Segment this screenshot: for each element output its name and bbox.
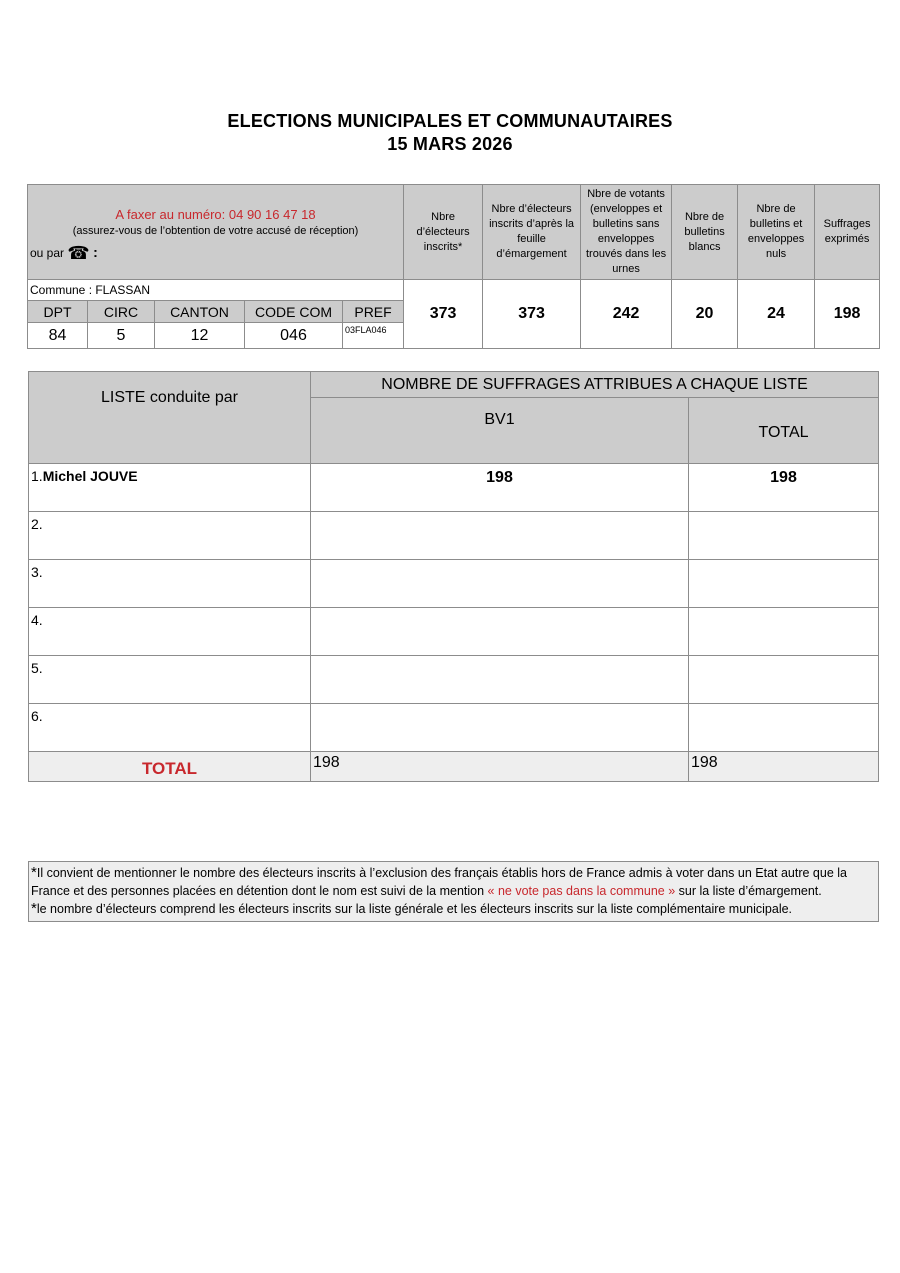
list-number: 5. <box>31 660 43 676</box>
code-com-value: 046 <box>245 323 343 349</box>
dpt-header: DPT <box>28 301 88 323</box>
list-row-5 <box>29 656 879 704</box>
list-name-cell <box>29 608 311 656</box>
list-bv1-value: 198 <box>311 464 689 512</box>
value-votants: 242 <box>581 280 672 349</box>
list-name-cell <box>29 704 311 752</box>
footnote-line-1 <box>31 864 877 900</box>
list-total-value <box>689 704 879 752</box>
pref-value: 03FLA046 <box>343 323 404 349</box>
fax-receipt-note: (assurez-vous de l’obtention de votre accusé de réception) <box>72 225 359 237</box>
fax-instructions-cell <box>28 185 404 280</box>
list-bv1-value <box>311 704 689 752</box>
phone-icon: ☎ <box>67 243 90 263</box>
list-total-value <box>689 656 879 704</box>
list-name-cell <box>29 560 311 608</box>
bv1-header: BV1 <box>311 398 689 464</box>
list-bv1-value <box>311 560 689 608</box>
total-row <box>29 752 879 782</box>
list-row-2 <box>29 512 879 560</box>
value-blancs: 20 <box>672 280 738 349</box>
col-header-votants: Nbre de votants (enveloppes et bulletins sans enveloppes trouvés dans les urnes <box>581 185 672 280</box>
footnote-text-1b: sur la liste d’émargement. <box>675 884 822 898</box>
canton-value: 12 <box>155 323 245 349</box>
list-total-value: 198 <box>689 464 879 512</box>
col-header-blancs: Nbre de bulletins blancs <box>672 185 738 280</box>
col-header-inscrits: Nbre d’électeurs inscrits* <box>404 185 483 280</box>
list-number: 2. <box>31 516 43 532</box>
list-bv1-value <box>311 608 689 656</box>
page-title <box>0 110 900 156</box>
list-row-4 <box>29 608 879 656</box>
value-inscrits: 373 <box>404 280 483 349</box>
value-nuls: 24 <box>738 280 815 349</box>
ou-par-label: ou par <box>30 246 65 260</box>
pref-header: PREF <box>343 301 404 323</box>
asterisk-1: * <box>31 864 37 881</box>
dpt-value: 84 <box>28 323 88 349</box>
list-row-3 <box>29 560 879 608</box>
value-inscrits-feuille: 373 <box>483 280 581 349</box>
liste-header: LISTE conduite par <box>29 372 311 464</box>
list-number: 4. <box>31 612 43 628</box>
asterisk-2: * <box>31 900 37 917</box>
footnote-line-2 <box>31 900 877 918</box>
title-line-1: ELECTIONS MUNICIPALES ET COMMUNAUTAIRES <box>227 111 673 131</box>
list-row-1 <box>29 464 879 512</box>
total-header: TOTAL <box>689 398 879 464</box>
col-header-exprimes: Suffrages exprimés <box>815 185 880 280</box>
list-total-value <box>689 512 879 560</box>
list-leader-name: Michel JOUVE <box>42 468 138 484</box>
list-number: 3. <box>31 564 43 580</box>
results-summary-table <box>27 184 880 349</box>
list-bv1-value <box>311 512 689 560</box>
suffrages-header: NOMBRE DE SUFFRAGES ATTRIBUES A CHAQUE LISTE <box>311 372 879 398</box>
list-number: 1. <box>31 468 43 484</box>
list-name-cell <box>29 656 311 704</box>
title-line-2: 15 MARS 2026 <box>387 134 513 154</box>
canton-header: CANTON <box>155 301 245 323</box>
total-total-value: 198 <box>689 752 879 782</box>
list-name-cell <box>29 512 311 560</box>
footnote-box <box>28 861 879 922</box>
list-bv1-value <box>311 656 689 704</box>
total-bv1-value: 198 <box>311 752 689 782</box>
list-total-value <box>689 608 879 656</box>
total-label: TOTAL <box>29 752 311 782</box>
code-com-header: CODE COM <box>245 301 343 323</box>
value-exprimes: 198 <box>815 280 880 349</box>
ou-par-line <box>30 243 98 264</box>
list-row-6 <box>29 704 879 752</box>
commune-name: Commune : FLASSAN <box>28 280 404 301</box>
col-header-nuls: Nbre de bulletins et enveloppes nuls <box>738 185 815 280</box>
list-votes-table <box>28 371 879 782</box>
footnote-mention: « ne vote pas dans la commune » <box>487 884 676 898</box>
fax-number-line: A faxer au numéro: 04 90 16 47 18 <box>115 207 316 222</box>
list-number: 6. <box>31 708 43 724</box>
circ-value: 5 <box>88 323 155 349</box>
footnote-text-2: le nombre d’électeurs comprend les électeurs inscrits sur la liste générale et les électeurs inscrits sur la liste complémentaire municipale. <box>36 902 793 916</box>
ou-par-colon: : <box>93 244 98 260</box>
list-total-value <box>689 560 879 608</box>
col-header-inscrits-feuille: Nbre d’électeurs inscrits d’après la feuille d’émargement <box>483 185 581 280</box>
footnote-text-1a: Il convient de mentionner le nombre des électeurs inscrits à l’exclusion des français établis hors de France admis à voter dans un Etat autre que la France et des personnes placées en détention dont le nom est suivi de la mention <box>31 866 847 898</box>
list-name-cell <box>29 464 311 512</box>
circ-header: CIRC <box>88 301 155 323</box>
